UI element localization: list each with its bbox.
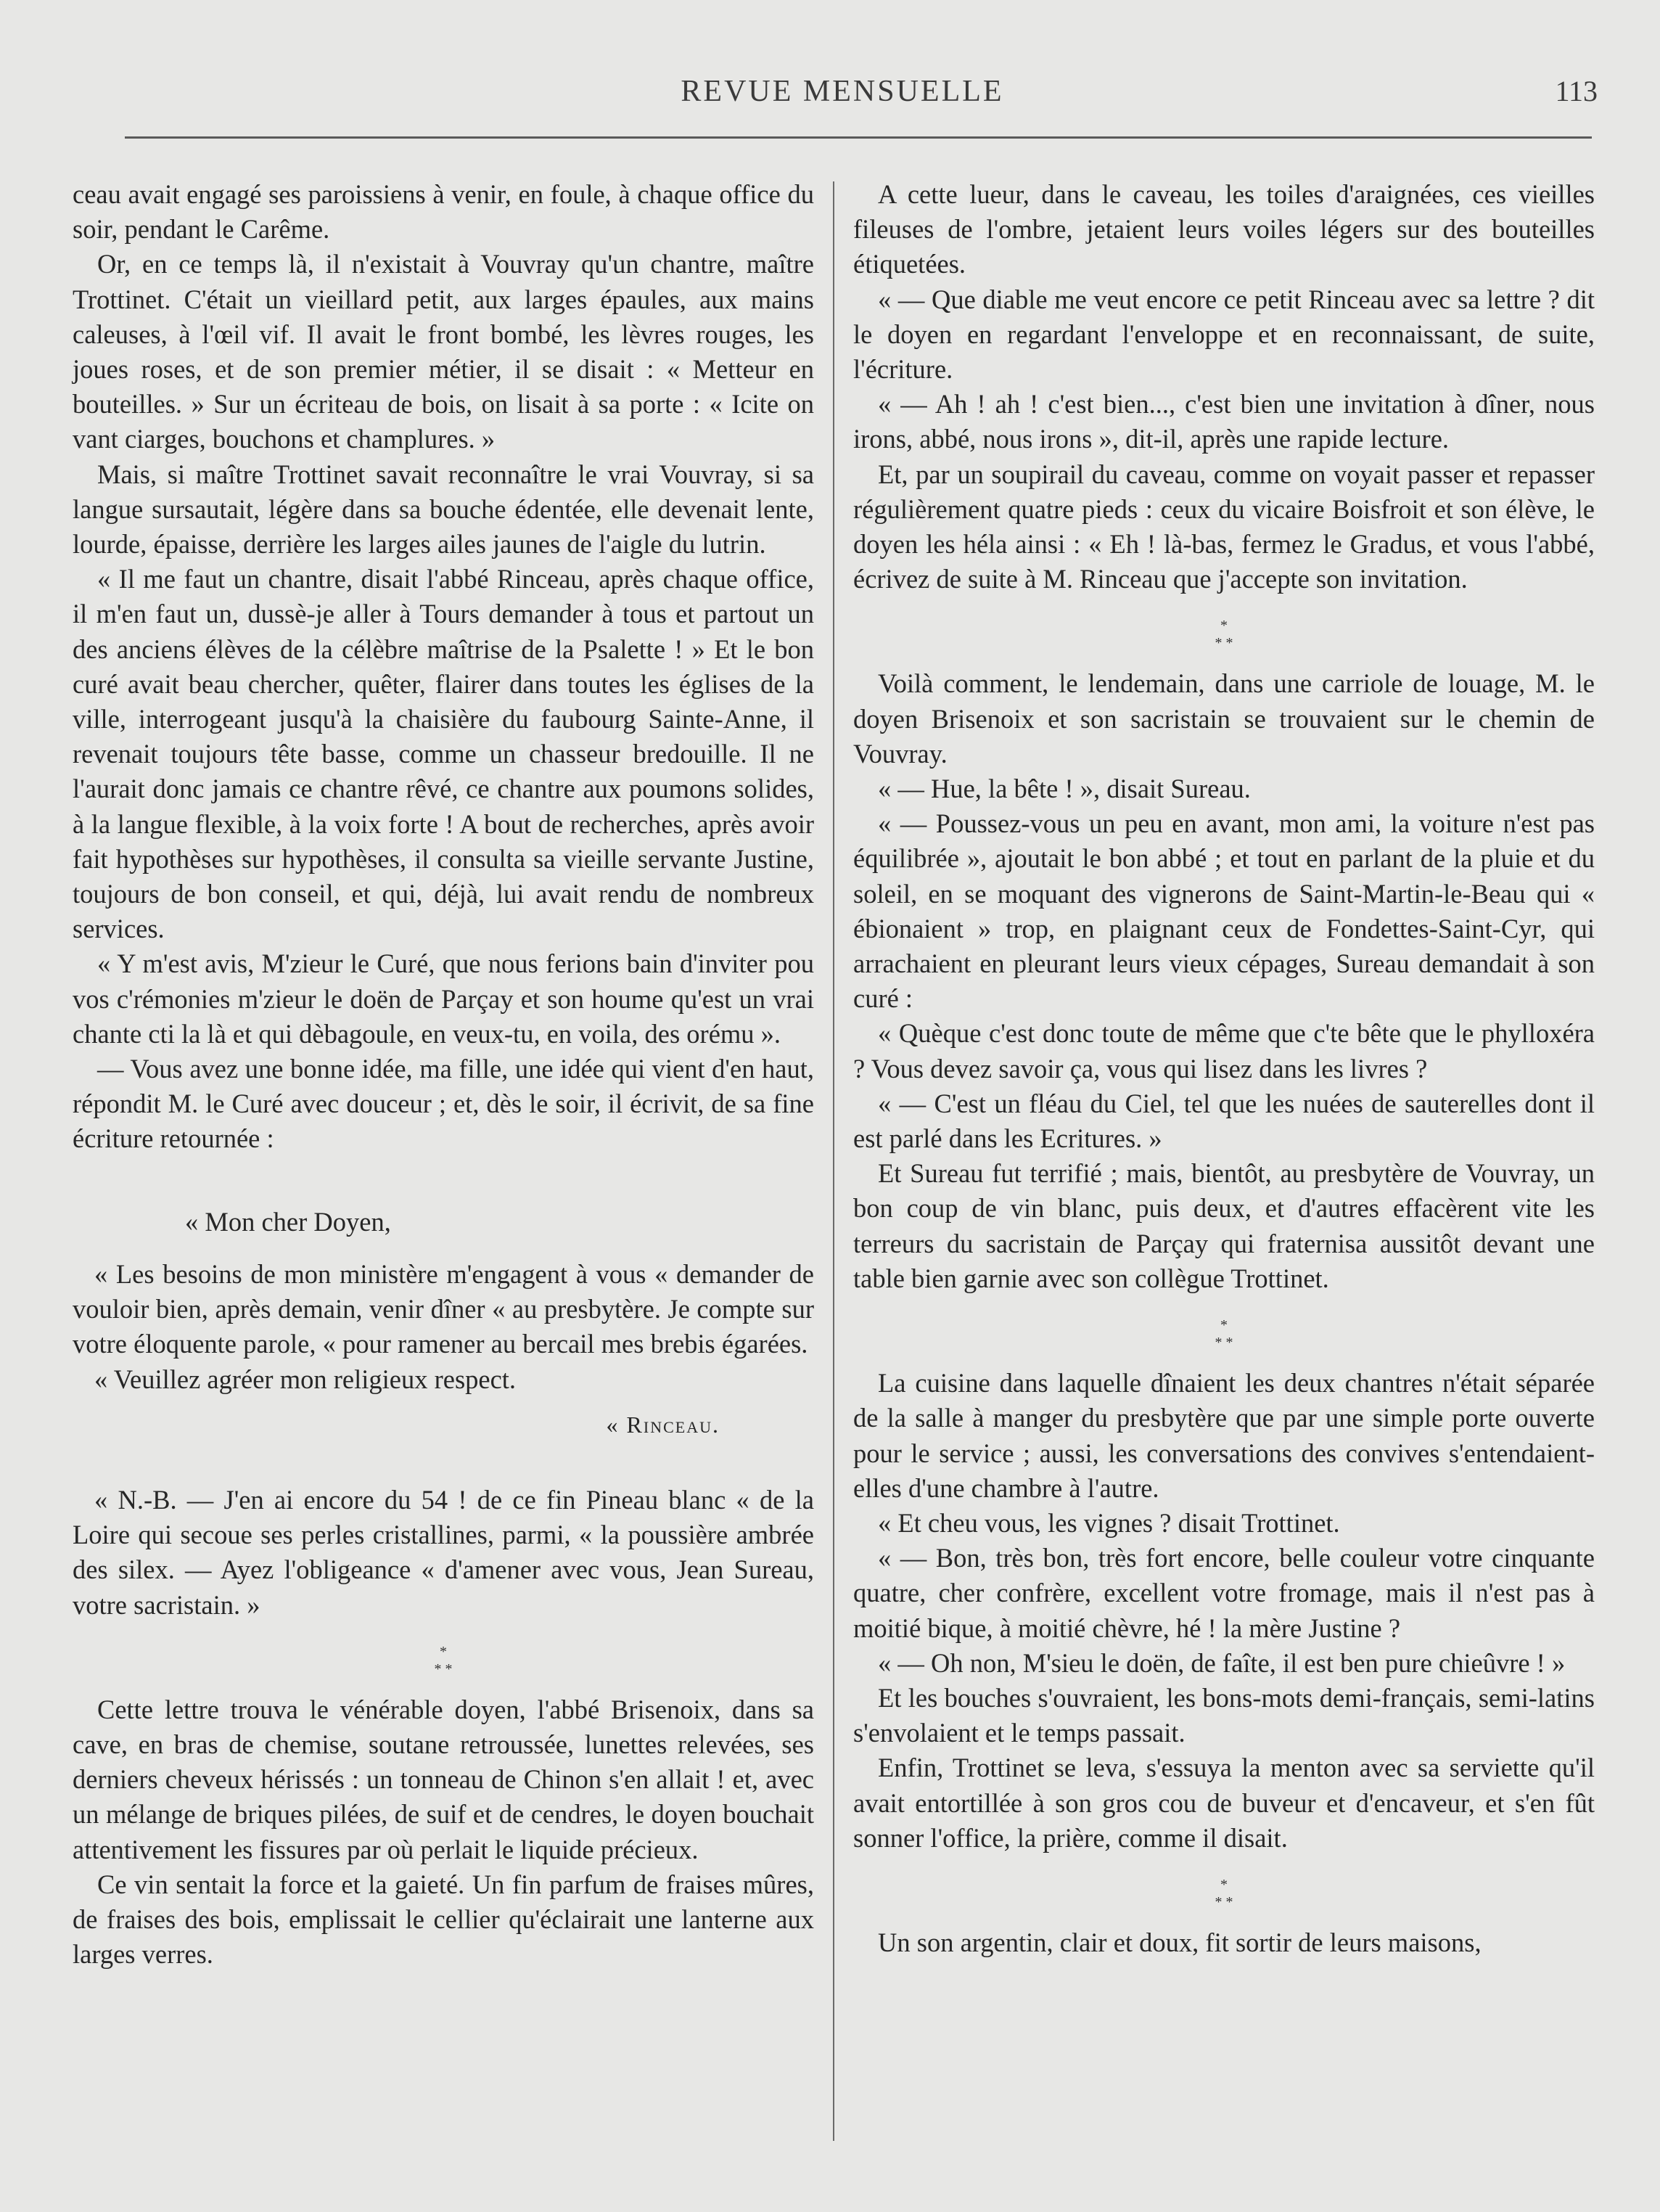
letter-closing: « Veuillez agréer mon religieux respect. — [94, 1364, 517, 1394]
paragraph: « — Que diable me veut encore ce petit Rinceau avec sa lettre ? dit le doyen en regardant l'enveloppe et en reconnaissant, de suite, l'écriture. — [853, 284, 1595, 385]
paragraph: « — Hue, la bête ! », disait Sureau. — [878, 774, 1251, 804]
paragraph: Enfin, Trottinet se leva, s'essuya la menton avec sa serviette qu'il avait entortillée à son gros cou de buveur et d'encaveur, et s'en fût sonner l'office, la prière, comme il disait. — [853, 1753, 1595, 1853]
header-rule — [125, 136, 1592, 139]
paragraph: ceau avait engagé ses paroissiens à venir, en foule, à chaque office du soir, pendant le Carême. — [73, 179, 814, 245]
letter-salutation: « Mon cher Doyen, — [185, 1206, 391, 1237]
section-break-stars — [73, 1643, 814, 1678]
letter-postscript: « N.-B. — J'en ai encore du 54 ! de ce fin Pineau blanc « de la Loire qui secoue ses perles cristallines, parmi, « la poussière ambrée des silex. — Ayez l'obligeance « d'amener avec vous, Jean Sureau, votre sacristain. » — [73, 1484, 814, 1620]
star-glyph: * — [440, 1643, 447, 1660]
paragraph: Et les bouches s'ouvraient, les bons-mots demi-français, semi-latins s'envolaient et le temps passait. — [853, 1682, 1595, 1748]
paragraph: Voilà comment, le lendemain, dans une carriole de louage, M. le doyen Brisenoix et son sacristain se trouvaient sur le chemin de Vouvray. — [853, 668, 1595, 769]
running-title: REVUE MENSUELLE — [681, 75, 1004, 108]
paragraph: La cuisine dans laquelle dînaient les deux chantres n'était séparée de la salle à manger du presbytère que par une simple porte ouverte pour le service ; aussi, les conversations des convives s'entendaient-elles d'une chambre à l'autre. — [853, 1368, 1595, 1503]
paragraph: « — Ah ! ah ! c'est bien..., c'est bien une invitation à dîner, nous irons, abbé, nous irons », dit-il, après une rapide lecture. — [853, 389, 1595, 454]
star-glyph: * — [1220, 1317, 1228, 1334]
letter-body: « Les besoins de mon ministère m'engagent à vous « demander de vouloir bien, après demain, venir dîner « au presbytère. Je compte sur votre éloquente parole, « pour ramener au bercail mes brebis égarées. — [73, 1258, 814, 1359]
star-pair: * * — [1215, 635, 1233, 652]
paragraph: Mais, si maître Trottinet savait reconnaître le vrai Vouvray, si sa langue sursautait, légère dans sa bouche édentée, elle devenait lente, lourde, épaisse, derrière les larges ailes jaunes de l'aigle du lutrin. — [73, 459, 814, 560]
paragraph: A cette lueur, dans le caveau, les toiles d'araignées, ces vieilles fileuses de l'ombre, jetaient leurs voiles légers sur des bouteilles étiquetées. — [853, 179, 1595, 279]
paragraph: « — Bon, très bon, très fort encore, belle couleur votre cinquante quatre, cher confrère, excellent votre fromage, mais il n'est pas à moitié bique, à moitié chèvre, hé ! la mère Justine ? — [853, 1543, 1595, 1643]
star-glyph: * — [1220, 618, 1228, 634]
right-column — [853, 177, 1595, 1960]
star-pair: * * — [1215, 1893, 1233, 1910]
section-break-stars — [853, 1876, 1595, 1911]
paragraph: Cette lettre trouva le vénérable doyen, l'abbé Brisenoix, dans sa cave, en bras de chemise, soutane retroussée, lunettes relevées, ses derniers cheveux hérissés : un tonneau de Chinon s'en allait ! et, avec un mélange de briques pilées, de suif et de cendres, le doyen bouchait attentivement les fissures par où perlait le liquide précieux. — [73, 1694, 814, 1864]
star-glyph: * — [1220, 1876, 1228, 1893]
paragraph: « — C'est un fléau du Ciel, tel que les nuées de sauterelles dont il est parlé dans les Ecritures. » — [853, 1088, 1595, 1154]
paragraph: Ce vin sentait la force et la gaieté. Un fin parfum de fraises mûres, de fraises des bois, emplissait le cellier qu'éclairait une lanterne aux larges verres. — [73, 1869, 814, 1970]
paragraph: « Quèque c'est donc toute de même que c'te bête que le phylloxéra ? Vous devez savoir ça, vous qui lisez dans les livres ? — [853, 1018, 1595, 1084]
paragraph: « Il me faut un chantre, disait l'abbé Rinceau, après chaque office, il m'en faut un, dussè-je aller à Tours demander à tous et partout un des anciens élèves de la célèbre maîtrise de la Psalette ! » Et le bon curé avait beau chercher, quêter, flairer dans toutes les églises de la ville, interrogeant jusqu'à la chaisière du faubourg Sainte-Anne, il revenait toujours tête basse, comme un chasseur bredouille. Il ne l'aurait donc jamais ce chantre rêvé, ce chantre aux poumons solides, à la langue flexible, à la voix forte ! A bout de recherches, après avoir fait hypothèses sur hypothèses, il consulta sa vieille servante Justine, toujours de bon conseil, et qui, déjà, lui avait rendu de nombreux services. — [73, 564, 814, 944]
star-pair: * * — [434, 1660, 453, 1677]
star-pair: * * — [1215, 1335, 1233, 1351]
paragraph: — Vous avez une bonne idée, ma fille, une idée qui vient d'en haut, répondit M. le Curé avec douceur ; et, dès le soir, il écrivit, de sa fine écriture retournée : — [73, 1054, 814, 1154]
letter-signature: « Rinceau. — [606, 1411, 720, 1438]
paragraph: « Et cheu vous, les vignes ? disait Trottinet. — [878, 1507, 1340, 1538]
paragraph: « — Oh non, M'sieu le doën, de faîte, il est ben pure chieûvre ! » — [878, 1647, 1566, 1678]
paragraph: Un son argentin, clair et doux, fit sortir de leurs maisons, — [878, 1927, 1482, 1957]
paragraph: Et, par un soupirail du caveau, comme on voyait passer et repasser régulièrement quatre pieds : ceux du vicaire Boisfroit et son élève, le doyen les héla ainsi : « Eh ! là-bas, fermez le Gradus, et vous l'abbé, écrivez de suite à M. Rinceau que j'accepte son invitation. — [853, 459, 1595, 594]
left-column — [73, 177, 814, 1972]
paragraph: « — Poussez-vous un peu en avant, mon ami, la voiture n'est pas équilibrée », ajoutait le bon abbé ; et tout en parlant de la pluie et du soleil, en se moquant des vignerons de Saint-Martin-le-Beau qui « ébionaient » trop, en plaignant ceux de Fondettes-Saint-Cyr, qui arrachaient en pleurant leurs vieux cépages, Sureau demandait à son curé : — [853, 808, 1595, 1014]
page-header — [87, 74, 1598, 118]
section-break-stars — [853, 1316, 1595, 1351]
paragraph: « Y m'est avis, M'zieur le Curé, que nous ferions bain d'inviter pou vos c'rémonies m'zieur le doën de Parçay et son houme qu'est un vrai chante cti la là et qui dèbagoule, en veux-tu, en voila, des orému ». — [73, 949, 814, 1049]
paragraph: Et Sureau fut terrifié ; mais, bientôt, au presbytère de Vouvray, un bon coup de vin blanc, puis deux, et d'autres effacèrent vite les terreurs du sacristain de Parçay qui fraternisa aussitôt devant une table bien garnie avec son collègue Trottinet. — [853, 1158, 1595, 1293]
paragraph: Or, en ce temps là, il n'existait à Vouvray qu'un chantre, maître Trottinet. C'était un vieillard petit, aux larges épaules, aux mains caleuses, à l'œil vif. Il avait le front bombé, les lèvres rouges, les joues roses, et de son premier métier, il se disait : « Metteur en bouteilles. » Sur un écriteau de bois, on lisait à sa porte : « Icite on vant ciarges, bouchons et champlures. » — [73, 249, 814, 454]
column-separator — [833, 181, 834, 2141]
page-number: 113 — [1555, 75, 1598, 107]
section-break-stars — [853, 617, 1595, 652]
